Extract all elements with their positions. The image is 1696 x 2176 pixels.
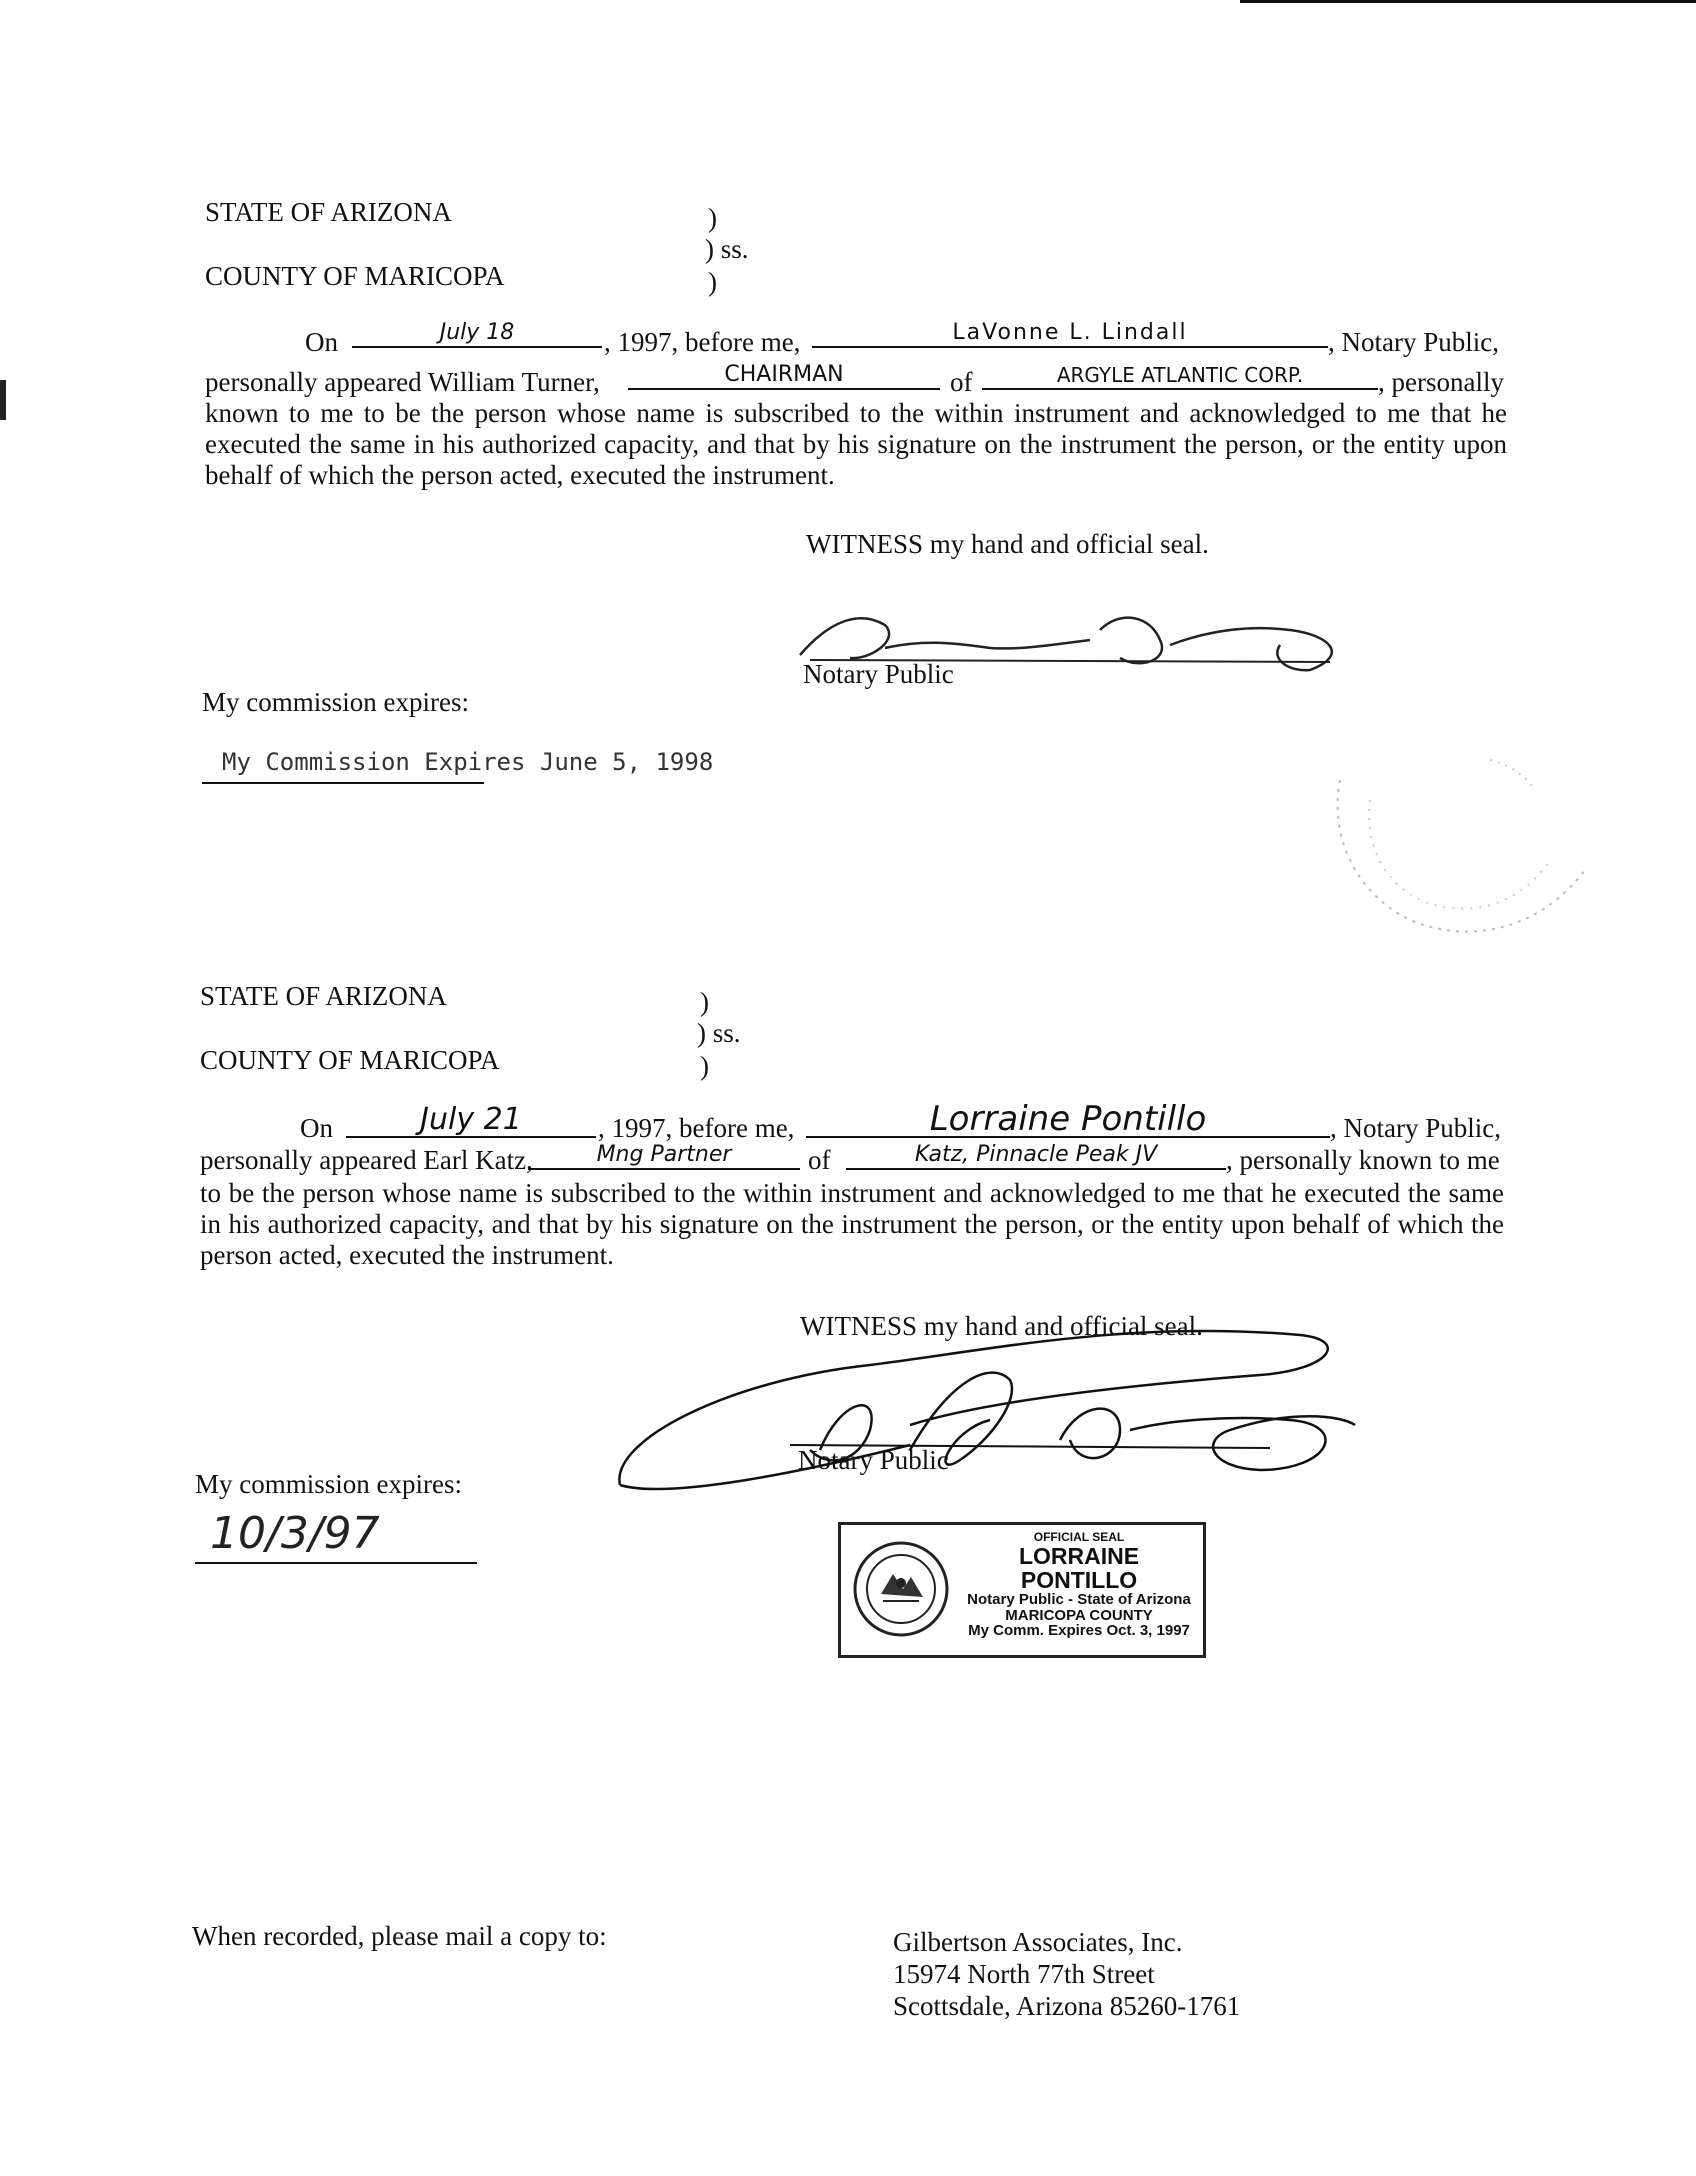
commission-date-2: 10/3/97 (210, 1508, 380, 1559)
commission-stamp-1: My Commission Expires June 5, 1998 (222, 748, 714, 776)
on-label-1: On (305, 327, 338, 357)
seal-line3: My Comm. Expires Oct. 3, 1997 (968, 1622, 1190, 1640)
notary-public-suffix-2: , Notary Public, (1330, 1113, 1501, 1143)
mail-copy-label: When recorded, please mail a copy to: (192, 1921, 607, 1951)
address-line-1: Gilbertson Associates, Inc. (893, 1927, 1183, 1957)
personally-1: , personally (1378, 367, 1504, 397)
on-label-2: On (300, 1113, 333, 1143)
state-seal-icon (851, 1539, 951, 1639)
personally-2: , personally known to me (1226, 1145, 1500, 1175)
paren-2b: ) (700, 1051, 709, 1081)
appeared-2: personally appeared Earl Katz, (200, 1145, 533, 1175)
ss-marker-2: ) ss. (697, 1018, 741, 1048)
seal-official: OFFICIAL SEAL (1033, 1530, 1125, 1544)
date-field-2: July 21 (346, 1104, 596, 1138)
state-heading-1: STATE OF ARIZONA (205, 197, 452, 227)
embossed-seal-graphic (1310, 740, 1600, 950)
state-heading-2: STATE OF ARIZONA (200, 981, 447, 1011)
title-field-1: CHAIRMAN (628, 362, 940, 390)
witness-line-1: WITNESS my hand and official seal. (806, 529, 1209, 559)
official-seal-stamp (838, 1522, 1206, 1658)
scan-edge-left (0, 380, 6, 420)
seal-line1: Notary Public - State of Arizona (967, 1590, 1191, 1608)
address-line-2: 15974 North 77th Street (893, 1959, 1155, 1989)
seal-name: LORRAINE PONTILLO (1018, 1542, 1140, 1593)
county-heading-1: COUNTY OF MARICOPA (205, 261, 505, 291)
appeared-1: personally appeared William Turner, (205, 367, 600, 397)
signature-2-graphic (610, 1320, 1370, 1500)
commission-label-2: My commission expires: (195, 1469, 462, 1499)
company-field-1: ARGYLE ATLANTIC CORP. (982, 362, 1378, 390)
commission-label-1: My commission expires: (202, 687, 469, 717)
commission-underline-2 (195, 1562, 477, 1564)
seal-line2: MARICOPA COUNTY (1005, 1606, 1153, 1624)
scan-edge-top (1240, 0, 1696, 3)
notary-name-field-1: LaVonne L. Lindall (812, 320, 1328, 348)
body-text-1: known to me to be the person whose name is subscribed to the within instrument and acknowledged to me that he executed the same in his authorized capacity, and that by his signature on the instrument the person, or the entity upon behalf of which the person acted, executed the instrument. (205, 398, 1507, 490)
commission-underline-1 (202, 782, 484, 784)
notary-name-field-2: Lorraine Pontillo (806, 1102, 1330, 1138)
address-line-3: Scottsdale, Arizona 85260-1761 (893, 1991, 1241, 2021)
paren-1a: ) (708, 203, 717, 233)
body-text-2: to be the person whose name is subscribed to the within instrument and acknowledged to me that he executed the same in his authorized capacity, and that by his signature on the instrument the person, or the entity upon behalf of which the person acted, executed the instrument. (200, 1178, 1504, 1270)
notary-public-label-1: Notary Public (803, 659, 954, 689)
of-label-2: of (808, 1145, 831, 1175)
company-field-2: Katz, Pinnacle Peak JV (846, 1142, 1226, 1170)
county-heading-2: COUNTY OF MARICOPA (200, 1045, 500, 1075)
ss-marker-1: ) ss. (705, 234, 749, 264)
notary-public-label-2: Notary Public (798, 1445, 949, 1475)
paren-1b: ) (708, 267, 717, 297)
year-before-1: , 1997, before me, (604, 327, 801, 357)
paren-2a: ) (700, 987, 709, 1017)
year-before-2: , 1997, before me, (598, 1113, 795, 1143)
witness-line-2: WITNESS my hand and official seal. (800, 1311, 1203, 1341)
of-label-1: of (950, 367, 973, 397)
notary-public-suffix-1: , Notary Public, (1328, 327, 1499, 357)
title-field-2: Mng Partner (528, 1142, 800, 1170)
date-field-1: July 18 (352, 320, 602, 348)
